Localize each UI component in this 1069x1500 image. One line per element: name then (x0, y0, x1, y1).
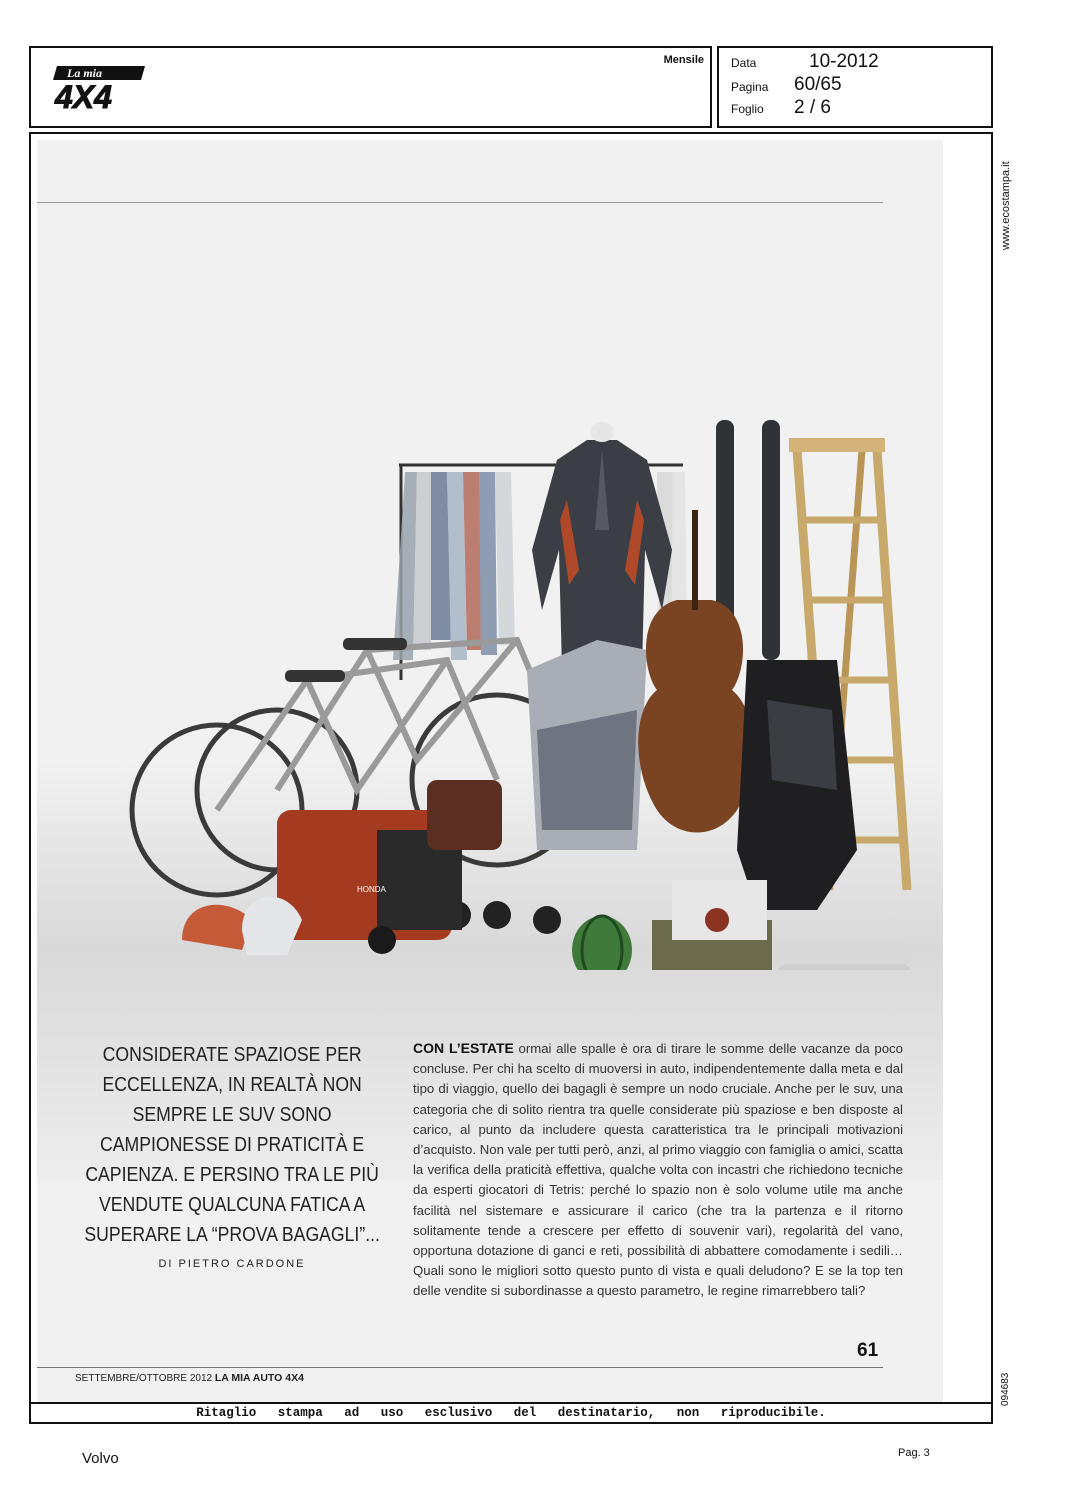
date-label: Data (731, 56, 757, 70)
magazine-page (37, 140, 943, 1402)
frequency-label: Mensile (663, 54, 704, 66)
footer-issue: SETTEMBRE/OTTOBRE 2012 (75, 1373, 215, 1384)
magazine-footer (75, 1372, 304, 1384)
sheet-label: Foglio (731, 102, 764, 116)
pull-quote: CONSIDERATE SPAZIOSE PER ECCELLENZA, IN REALTÀ NON SEMPRE LE SUV SONO CAMPIONESSE DI PRATICITÀ E CAPIENZA. E PERSINO TRA LE PIÙ VENDUTE QUALCUNA FATICA A SUPERARE LA “PROVA BAGAGLI”... (84, 1043, 380, 1246)
footer-rule (37, 1367, 883, 1368)
page-number: 61 (857, 1340, 879, 1361)
byline: DI PIETRO CARDONE (158, 1258, 306, 1270)
clipping-frame (29, 132, 993, 1404)
date-value: 10-2012 (809, 51, 879, 72)
header-left-box (29, 46, 712, 128)
generator-brand: HONDA (357, 885, 386, 894)
luggage-photo (117, 410, 917, 970)
footer-title: LA MIA AUTO 4X4 (214, 1372, 304, 1384)
client-name: Volvo (82, 1450, 119, 1467)
article-lead-in: CON L’ESTATE (413, 1040, 514, 1056)
side-url: www.ecostampa.it (1000, 161, 1012, 250)
header-meta-box (717, 46, 993, 128)
article-body-text: ormai alle spalle è ora di tirare le somme delle vacanze da poco concluse. Per chi ha scelto di muoversi in auto, indipendentemente dalla meta e dal tipo di viaggio, quello dei bagagli è sempre un nodo cruciale. Anche per le suv, una categoria che di solito rientra tra quelle considerate più spaziose e ben disposte al carico, al punto da includere questa caratteristica tra le principali motivazioni d’acquisto. Non vale per tutti però, anzi, al primo viaggio con famiglia o amici, scatta la verifica della praticità effettiva, qualche volta con incastri che richiedono tecniche da esperti giocatori di Tetris: perché lo spazio non è solo volume utile ma anche facilità nel sistemare e assicurare il carico (che tra la partenza e il ritorno solitamente tende a crescere per effetto di souvenir vari), regolarità del vano, opportuna dotazione di ganci e reti, possibilità di abbattere comodamente i sedili… Quali sono le migliori sotto questo punto di vista e quali deludono? E se la top ten delle vendite si subordinasse a questo parametro, le regine rimarrebbero tali? (413, 1041, 903, 1299)
top-rule (37, 202, 883, 203)
article-body (413, 1038, 903, 1302)
disclaimer: Ritaglio stampa ad uso esclusivo del destinatario, non riproducibile. (29, 1404, 993, 1424)
page-value: 60/65 (794, 74, 842, 95)
logo-small-text: La mia (67, 66, 102, 80)
page-indicator: Pag. 3 (898, 1447, 930, 1459)
logo-big-text: 4X4 (55, 79, 112, 110)
side-code: 094683 (1000, 1372, 1011, 1406)
sheet-value: 2 / 6 (794, 97, 831, 118)
magazine-logo (53, 62, 145, 110)
page-label: Pagina (731, 80, 769, 94)
